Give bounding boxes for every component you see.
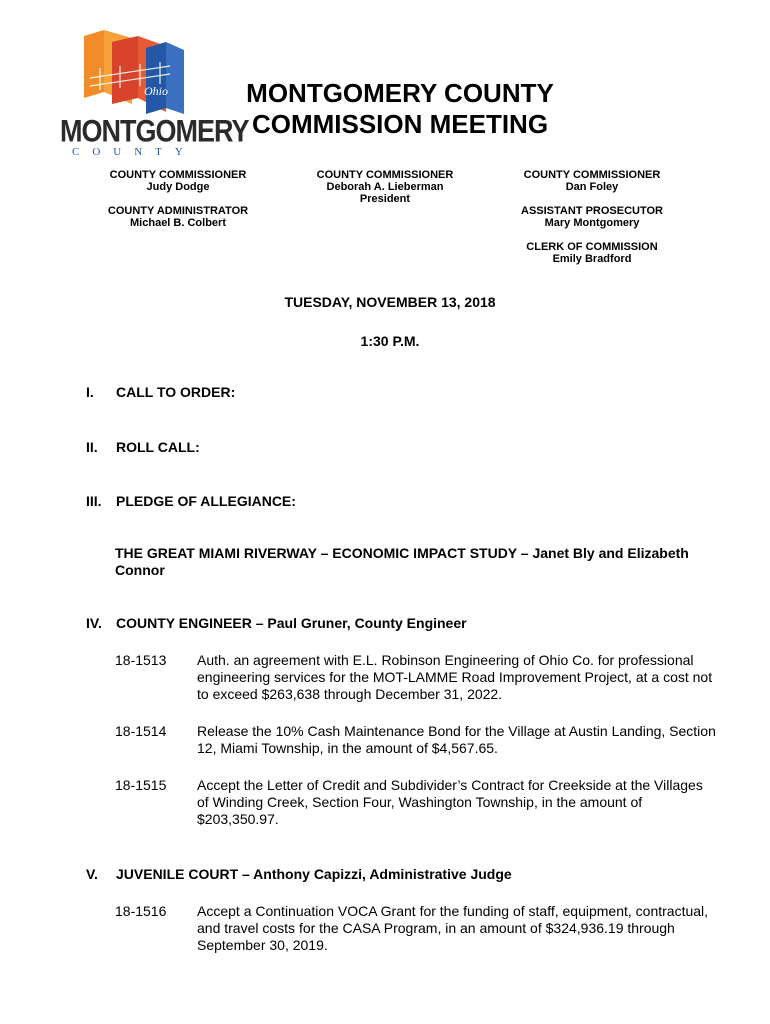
page-title xyxy=(230,78,570,140)
staff-name: Emily Bradford xyxy=(552,253,632,265)
meeting-date: TUESDAY, NOVEMBER 13, 2018 xyxy=(284,294,496,310)
logo-wordmark: MONTGOMERY xyxy=(60,114,249,149)
section-label: ROLL CALL: xyxy=(116,439,200,455)
staff-column-1 xyxy=(98,169,258,229)
section-number: II. xyxy=(86,439,98,455)
montgomery-county-logo xyxy=(60,28,249,158)
staff-role: ASSISTANT PROSECUTOR xyxy=(521,205,663,217)
resolution-id: 18-1516 xyxy=(115,903,167,919)
section-roll-call xyxy=(86,439,200,455)
title-line-2: COMMISSION MEETING xyxy=(251,109,549,139)
staff-column-3 xyxy=(512,169,672,265)
staff-role: COUNTY ADMINISTRATOR xyxy=(107,205,249,217)
section-number: III. xyxy=(86,493,102,509)
section-number: I. xyxy=(86,384,94,400)
logo-script-text: Ohio xyxy=(144,84,168,98)
meeting-time: 1:30 P.M. xyxy=(360,333,420,349)
section-number: IV. xyxy=(86,615,102,631)
section-call-to-order xyxy=(86,384,235,400)
staff-name: Dan Foley xyxy=(565,181,619,193)
section-label: COUNTY ENGINEER – Paul Gruner, County Engineer xyxy=(116,615,467,631)
logo-county-text: COUNTY xyxy=(72,146,196,158)
staff-role: COUNTY COMMISSIONER xyxy=(109,169,247,181)
presentation-item: THE GREAT MIAMI RIVERWAY – ECONOMIC IMPACT STUDY – Janet Bly and Elizabeth Connor xyxy=(115,545,689,578)
section-county-engineer xyxy=(86,615,467,631)
section-label: CALL TO ORDER: xyxy=(116,384,236,400)
resolution-id: 18-1513 xyxy=(115,652,167,668)
resolution-text: Accept a Continuation VOCA Grant for the funding of staff, equipment, contractual, and travel costs for the CASA Program, in an amount of $324,936.19 through September 30, 2019. xyxy=(197,903,709,953)
resolution-id: 18-1514 xyxy=(115,723,167,739)
staff-column-2 xyxy=(305,169,465,205)
resolution-text: Auth. an agreement with E.L. Robinson Engineering of Ohio Co. for professional engineering services for the MOT-LAMME Road Improvement Project, at a cost not to exceed $263,638 through December 31, 2022. xyxy=(197,652,713,702)
section-label: JUVENILE COURT – Anthony Capizzi, Administrative Judge xyxy=(116,866,512,882)
section-juvenile-court xyxy=(86,866,512,882)
staff-title: President xyxy=(359,193,411,205)
section-number: V. xyxy=(86,866,98,882)
staff-name: Judy Dodge xyxy=(146,181,210,193)
title-line-1: MONTGOMERY COUNTY xyxy=(246,78,554,108)
section-label: PLEDGE OF ALLEGIANCE: xyxy=(116,493,296,509)
staff-name: Mary Montgomery xyxy=(544,217,640,229)
staff-name: Michael B. Colbert xyxy=(130,217,226,229)
staff-role: COUNTY COMMISSIONER xyxy=(523,169,661,181)
staff-name: Deborah A. Lieberman xyxy=(326,181,444,193)
staff-role: CLERK OF COMMISSION xyxy=(526,241,658,253)
logo-mark-icon xyxy=(60,28,200,123)
resolution-text: Release the 10% Cash Maintenance Bond for the Village at Austin Landing, Section 12, Miami Township, in the amount of $4,567.65. xyxy=(197,723,716,756)
resolution-text: Accept the Letter of Credit and Subdivider’s Contract for Creekside at the Villages of Winding Creek, Section Four, Washington Township, in the amount of $203,350.97. xyxy=(197,777,703,827)
resolution-id: 18-1515 xyxy=(115,777,167,793)
section-pledge xyxy=(86,493,296,509)
staff-role: COUNTY COMMISSIONER xyxy=(316,169,454,181)
